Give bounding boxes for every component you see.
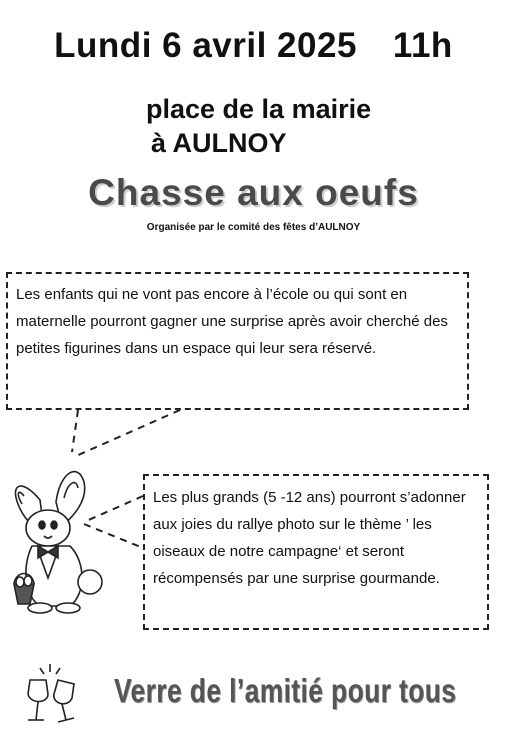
speech-bubble-young-children bbox=[6, 272, 469, 410]
event-title: Chasse aux oeufs bbox=[88, 172, 419, 213]
speech-bubble-older-children bbox=[143, 474, 489, 630]
bubble-2-tail bbox=[84, 496, 143, 548]
organiser-note: Organisée par le comité des fêtes d’AULNOY bbox=[146, 222, 361, 233]
event-time: 11h bbox=[392, 26, 453, 65]
toasting-glasses-icon bbox=[28, 664, 74, 722]
bubble-2-text: Les plus grands (5 -12 ans) pourront s’adonner aux joies du rallye photo sur le thème ’ les oiseaux de notre campagne‘ et seront récompensés par une surprise gourmande. bbox=[153, 489, 466, 587]
bunny-illustration bbox=[14, 472, 102, 613]
location-line-1: place de la mairie bbox=[146, 94, 372, 124]
footer-slogan: Verre de l’amitié pour tous bbox=[114, 672, 457, 709]
event-date: Lundi 6 avril 2025 bbox=[54, 26, 357, 65]
location-line-2: à AULNOY bbox=[151, 128, 287, 158]
bubble-1-text: Les enfants qui ne vont pas encore à l’école ou qui sont en maternelle pourront gagner une surprise après avoir cherché des petites figurines dans un espace qui leur sera réservé. bbox=[16, 286, 448, 357]
bubble-1-tail bbox=[72, 410, 180, 456]
